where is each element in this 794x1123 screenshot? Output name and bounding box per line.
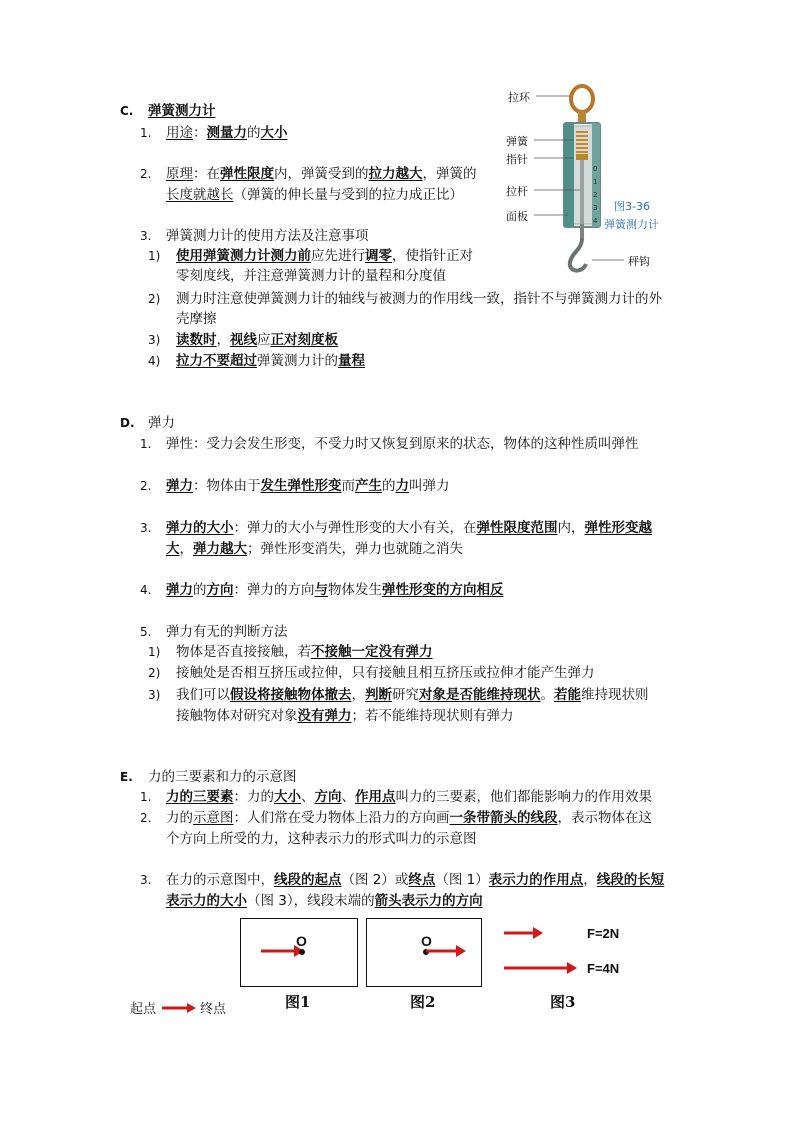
c-item-3: 3. 弹簧测力计的使用方法及注意事项 xyxy=(140,228,369,244)
legend-arrow xyxy=(160,1001,200,1015)
spring-scale-illustration xyxy=(500,82,680,282)
tick-label: 2 xyxy=(593,191,598,199)
figure-number: 图3-36 xyxy=(614,200,650,213)
section-d-heading: D. 弹力 xyxy=(120,415,175,431)
d-item-1: 1. 弹性：受力会发生形变，不受力时又恢复到原来的状态，物体的这种性质叫弹性 xyxy=(140,436,639,452)
figure-1-arrow xyxy=(240,918,358,987)
section-title: 力的三要素和力的示意图 xyxy=(148,769,297,785)
label-hook: 秤钩 xyxy=(628,255,650,268)
c-sub-2-cont: 壳摩擦 xyxy=(176,311,217,327)
spring-scale-svg xyxy=(500,82,680,282)
force-4n-label: F=4N xyxy=(587,961,620,976)
figure-2-arrow xyxy=(366,918,482,987)
figure-caption: 弹簧测力计 xyxy=(604,218,659,231)
d-item-2: 2. 弹力：物体由于发生弹性形变而产生的力叫弹力 xyxy=(140,478,450,494)
e-item-3: 3. 在力的示意图中，线段的起点（图 2）或终点（图 1）表示力的作用点，线段的长短 xyxy=(140,872,665,888)
c-sub-1: 1) 使用弹簧测力计测力前应先进行调零，使指针正对 xyxy=(148,248,473,264)
figure-2-point-label: O xyxy=(421,933,432,949)
legend-start: 起点 xyxy=(130,1002,157,1017)
section-c-heading xyxy=(120,99,216,119)
figure-2-label: 图2 xyxy=(410,993,436,1011)
tick-label: 4 xyxy=(593,217,598,225)
section-title: 弹力 xyxy=(148,415,175,431)
c-item-1: 1. 用途：测量力的大小 xyxy=(140,125,288,141)
d-sub-2: 2) 接触处是否相互挤压或拉伸，只有接触且相互挤压或拉伸才能产生弹力 xyxy=(148,665,595,681)
c-sub-2: 2) 测力时注意使弹簧测力计的轴线与被测力的作用线一致，指针不与弹簧测力计的外 xyxy=(148,291,662,307)
section-letter: C. xyxy=(120,104,134,118)
c-sub-4: 4) 拉力不要超过弹簧测力计的量程 xyxy=(148,353,365,369)
figure-3-arrow-long xyxy=(502,960,582,976)
e-item-3-cont: 表示力的大小（图 3），线段末端的箭头表示力的方向 xyxy=(166,893,483,909)
figure-3-label: 图3 xyxy=(550,993,576,1011)
section-title: 弹簧测力计 xyxy=(148,103,216,119)
c-sub-3: 3) 读数时，视线应正对刻度板 xyxy=(148,332,338,348)
d-item-3-cont: 大，弹力越大；弹性形变消失，弹力也就随之消失 xyxy=(166,541,463,557)
c-item-2: 2. 原理：在弹性限度内，弹簧受到的拉力越大，弹簧的 xyxy=(140,166,477,182)
d-item-3: 3. 弹力的大小：弹力的大小与弹性形变的大小有关，在弹性限度范围内，弹性形变越 xyxy=(140,520,652,536)
e-item-2-cont: 个方向上所受的力，这种表示力的形式叫力的示意图 xyxy=(166,831,477,847)
d-sub-3-cont: 接触物体对研究对象没有弹力；若不能维持现状则有弹力 xyxy=(176,708,514,724)
d-sub-3: 3) 我们可以假设将接触物体撤去，判断研究对象是否能维持现状。若能维持现状则 xyxy=(148,687,649,703)
c-sub-1-cont: 零刻度线，并注意弹簧测力计的量程和分度值 xyxy=(176,268,446,284)
label-spring: 弹簧 xyxy=(506,135,528,148)
d-item-4: 4. 弹力的方向：弹力的方向与物体发生弹性形变的方向相反 xyxy=(140,582,504,598)
label-rod: 拉杆 xyxy=(506,185,528,198)
tick-label: 3 xyxy=(593,204,598,212)
d-item-5: 5. 弹力有无的判断方法 xyxy=(140,624,288,640)
figure-3-arrow-short xyxy=(502,925,548,941)
label-ring: 拉环 xyxy=(508,91,530,104)
c-item-2-cont: 长度就越长（弹簧的伸长量与受到的拉力成正比） xyxy=(166,187,463,203)
e-item-1: 1. 力的三要素：力的大小、方向、作用点叫力的三要素，他们都能影响力的作用效果 xyxy=(140,789,652,805)
figure-1-label: 图1 xyxy=(285,993,311,1011)
section-e-heading: E. 力的三要素和力的示意图 xyxy=(120,769,297,785)
d-sub-1: 1) 物体是否直接接触，若不接触一定没有弹力 xyxy=(148,644,433,660)
e-item-2: 2. 力的示意图：人们常在受力物体上沿力的方向画一条带箭头的线段，表示物体在这 xyxy=(140,810,652,826)
force-2n-label: F=2N xyxy=(587,926,620,941)
tick-label: 0 xyxy=(593,165,598,173)
label-panel: 面板 xyxy=(506,210,528,223)
figure-1-point-label: O xyxy=(296,933,307,949)
tick-label: 1 xyxy=(593,178,598,186)
legend-end: 终点 xyxy=(200,1002,227,1017)
label-pointer: 指针 xyxy=(506,153,528,166)
